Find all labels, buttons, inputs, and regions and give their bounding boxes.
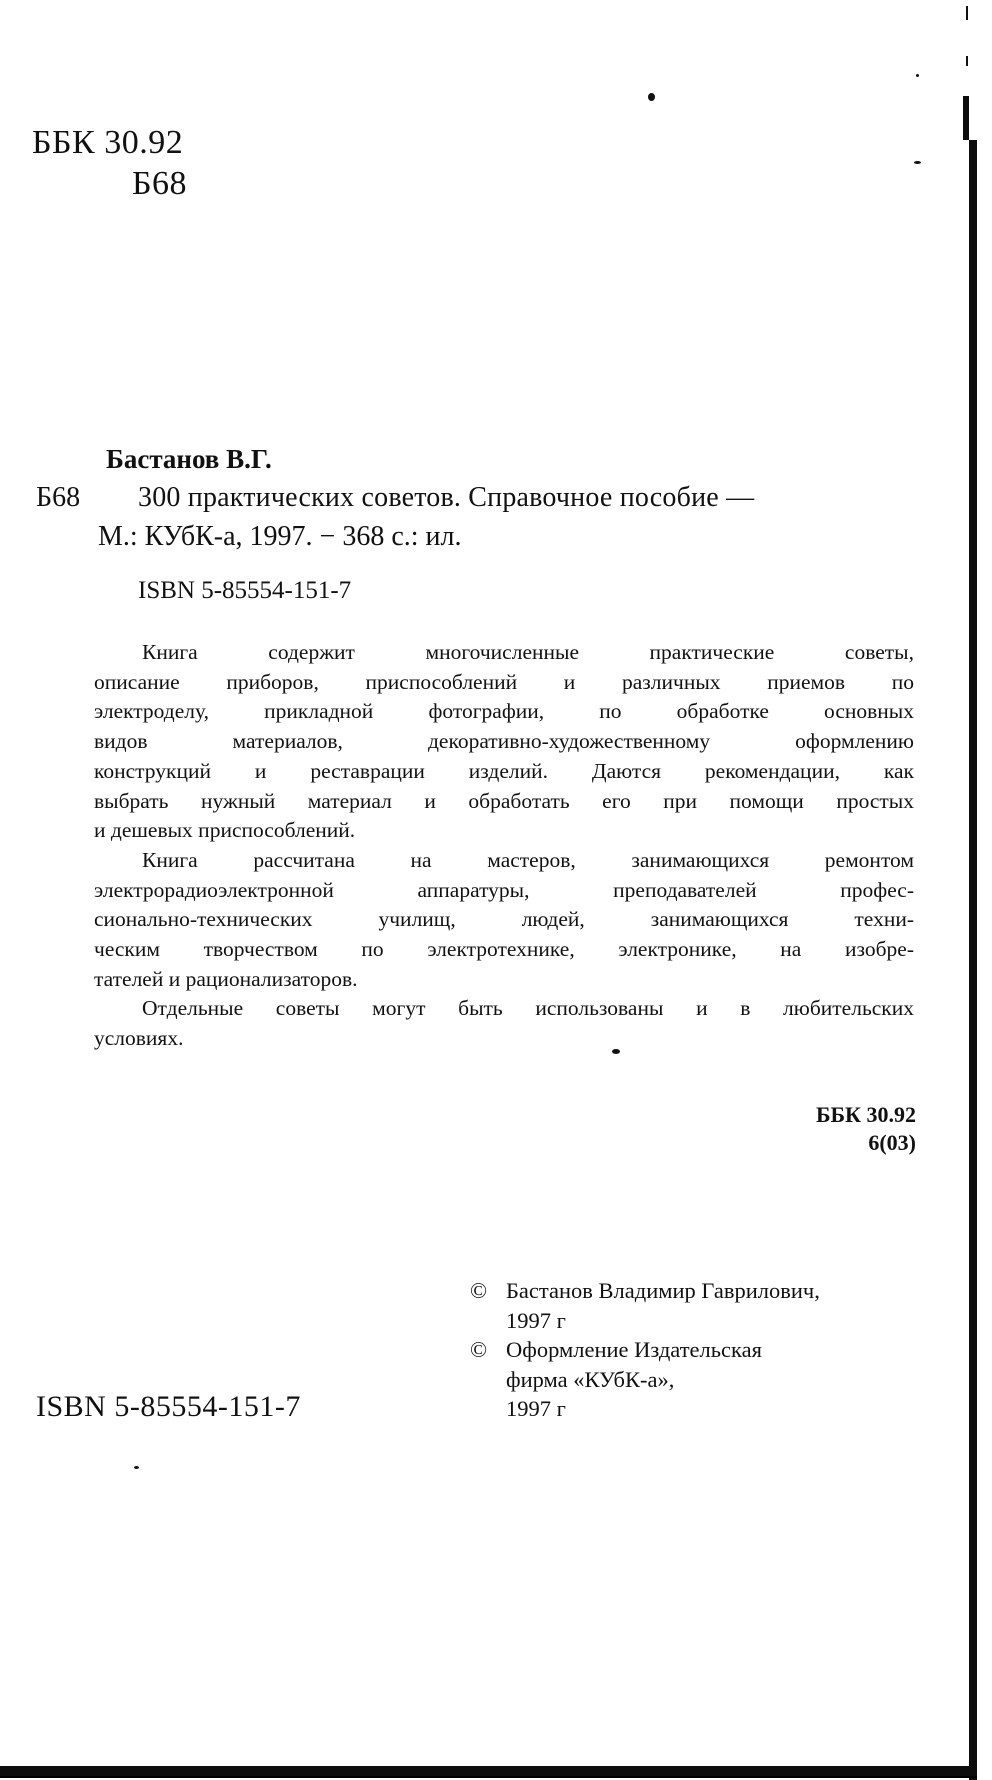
annotation-line: и дешевых приспособлений. (94, 818, 356, 843)
annotation-line: условиях. (94, 1026, 184, 1051)
annotation-line: тателей и рационализаторов. (94, 966, 358, 991)
copyright-design-year: 1997 г (506, 1396, 566, 1421)
scan-edge-right-top (963, 96, 969, 140)
copyright-author-name: Бастанов Владимир Гаврилович, (506, 1278, 820, 1303)
annotation-line: конструкций и реставрации изделий. Даются рекомендации, как (94, 758, 914, 783)
bbk-classification-bottom (816, 1101, 916, 1157)
annotation-line: сионально-технических училищ, людей, занимающихся техни- (94, 907, 914, 932)
scan-speck (648, 93, 655, 101)
annotation-line: описание приборов, приспособлений и различных приемов по (94, 669, 914, 694)
copyright-author-year: 1997 г (506, 1307, 566, 1333)
copyright-block (470, 1276, 820, 1424)
scan-speck (612, 1049, 620, 1054)
copyright-publisher: фирма «КУбК-а», (506, 1366, 675, 1392)
author-name: Бастанов В.Г. (106, 444, 272, 474)
annotation-line: выбрать нужный материал и обработать его при помощи простых (94, 788, 914, 813)
scan-speck (914, 161, 921, 164)
annotation-line: электроделу, прикладной фотографии, по обработке основных (94, 699, 914, 724)
scan-speck (966, 56, 968, 66)
annotation-line: ческим творчеством по электротехнике, электронике, на изобре- (94, 937, 914, 962)
scan-edge-right (969, 140, 977, 1780)
annotation-line: Отдельные советы могут быть использованы и в любительских (142, 996, 914, 1021)
cutter-mark-top: Б68 (132, 165, 188, 202)
annotation-line: видов материалов, декоративно-художественному оформлению (94, 729, 914, 754)
annotation-text (94, 638, 914, 1054)
copyright-author-line (470, 1276, 820, 1306)
cutter-mark-entry: Б68 (36, 482, 81, 513)
copyright-symbol: © (470, 1278, 488, 1303)
copyright-design-text: Оформление Издательская (506, 1337, 762, 1362)
isbn-entry: ISBN 5-85554-151-7 (138, 577, 352, 604)
annotation-line: Книга содержит многочисленные практические советы, (142, 640, 914, 664)
bbk-code: ББК 30.92 (815, 1102, 916, 1127)
imprint-line: М.: КУбК-а, 1997. − 368 с.: ил. (98, 521, 462, 552)
scan-speck (134, 1466, 139, 1469)
scan-speck (916, 74, 919, 77)
copyright-design-line (470, 1335, 820, 1365)
subject-code: 6(03) (868, 1130, 916, 1155)
book-title-line: 300 практических советов. Справочное пособие — (138, 482, 755, 513)
scan-speck (966, 6, 968, 20)
isbn-bottom: ISBN 5-85554-151-7 (36, 1390, 301, 1423)
bbk-classification-top: ББК 30.92 (32, 124, 184, 161)
copyright-symbol: © (470, 1337, 488, 1362)
annotation-line: электрорадиоэлектронной аппаратуры, преподавателей профес- (94, 877, 914, 902)
annotation-line: Книга рассчитана на мастеров, занимающихся ремонтом (142, 847, 914, 872)
